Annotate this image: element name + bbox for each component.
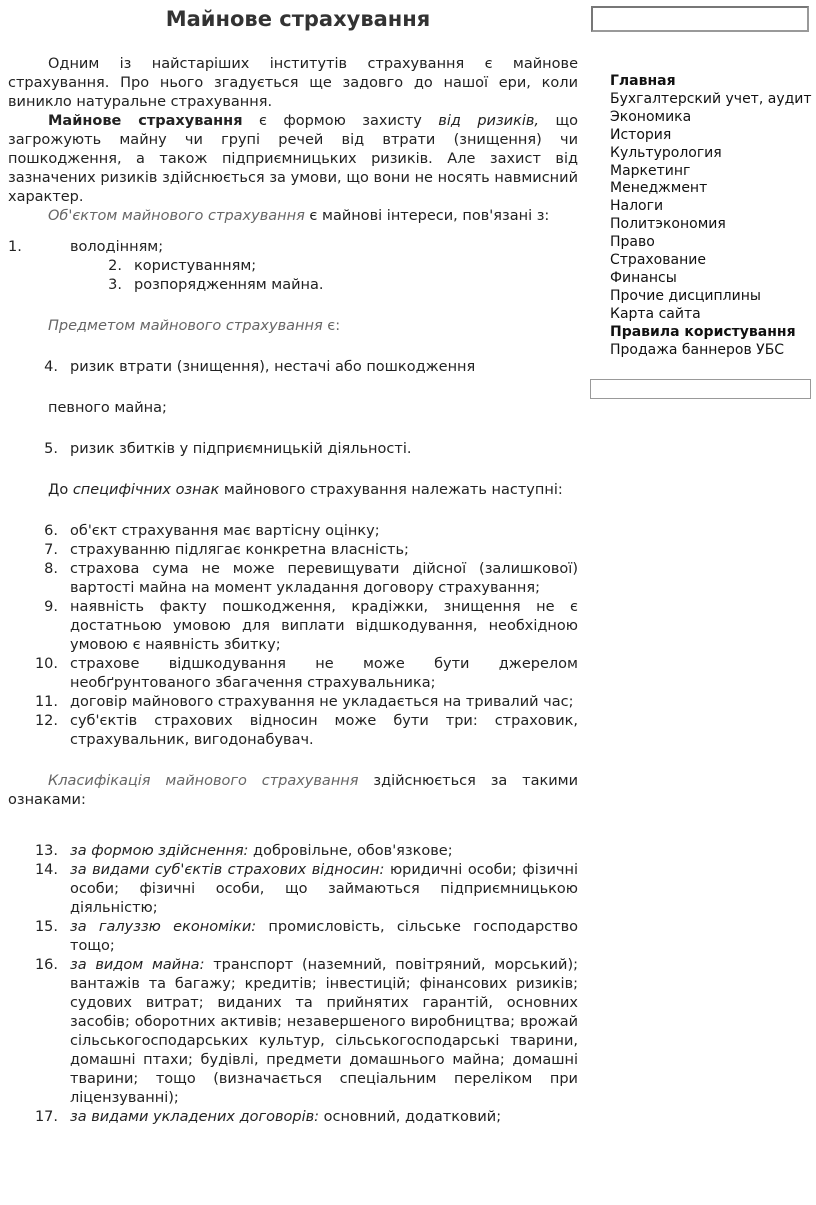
list-item: 12. суб'єктів страхових відносин може бути три: страховик, страхувальник, вигодонабувач.	[34, 713, 578, 748]
page-title: Майнове страхування	[165, 7, 431, 31]
sidebar-item-history[interactable]: История	[610, 126, 672, 143]
sidebar-item-banners[interactable]: Продажа баннеров УБС	[610, 341, 785, 358]
paragraph-subject: Предметом майнового страхування є:	[48, 318, 341, 334]
sidebar-item-management[interactable]: Менеджмент	[610, 180, 708, 197]
list-item: 14. за видами суб'єктів страхових відносин: юридичні особи; фізичні особи; фізичні особи, що займаються підприємницькою діяльністю;	[34, 862, 578, 916]
paragraph-classification: Класифікація майнового страхування здійснюється за такими ознаками:	[8, 773, 578, 808]
paragraph-features: До специфічних ознак майнового страхування належать наступні:	[48, 482, 563, 498]
sidebar-item-political-economy[interactable]: Политэкономия	[610, 216, 726, 233]
list-item: 15. за галуззю економіки: промисловість, сільське господарство тощо;	[34, 919, 578, 954]
list-classification	[8, 842, 578, 1127]
list-item: 6. об'єкт страхування має вартісну оцінку;	[44, 523, 380, 539]
list-objects	[8, 238, 578, 295]
list-item: 5. ризик збитків у підприємницькій діяльності.	[44, 441, 412, 457]
sidebar-item-marketing[interactable]: Маркетинг	[610, 162, 691, 179]
sidebar-item-sitemap[interactable]: Карта сайта	[610, 305, 701, 322]
list-item: 13. за формою здійснення: добровільне, обов'язкове;	[34, 843, 453, 859]
paragraph-definition: Майнове страхування є формою захисту від ризиків, що загрожують майну чи групі речей від втрати (знищення) чи пошкодження, а також підприємницьких ризиків. Але захист від зазначених ризиків здійснюється за умови, що вони не носять навмисний характер.	[8, 113, 579, 205]
list-item: 3. розпорядженням майна.	[108, 277, 324, 293]
sidebar-item-economics[interactable]: Экономика	[610, 108, 692, 125]
sidebar-item-law[interactable]: Право	[610, 234, 655, 251]
list-item: 7. страхуванню підлягає конкретна власність;	[44, 542, 409, 558]
sidebar-item-rules[interactable]: Правила користування	[610, 323, 796, 340]
sidebar-item-finance[interactable]: Финансы	[610, 269, 677, 286]
paragraph-object: Об'єктом майнового страхування є майнові інтереси, пов'язані з:	[48, 208, 550, 224]
bottom-input[interactable]	[590, 379, 811, 399]
article	[8, 0, 578, 1127]
list-item: 10. страхове відшкодування не може бути джерелом необґрунтованого збагачення страхувальника;	[34, 656, 578, 691]
term-bold: Майнове страхування	[48, 113, 243, 129]
list-item: 1. володінням;	[8, 239, 164, 255]
list-item: 2. користуванням;	[108, 258, 257, 274]
sidebar-menu	[610, 73, 812, 360]
sidebar-item-home[interactable]: Главная	[610, 73, 676, 89]
paragraph-property: певного майна;	[48, 400, 167, 416]
sidebar-item-other[interactable]: Прочие дисциплины	[610, 287, 761, 304]
list-item: 4. ризик втрати (знищення), нестачі або пошкодження	[44, 359, 476, 375]
list-features	[8, 522, 578, 750]
list-item: 8. страхова сума не може перевищувати дійсної (залишкової) вартості майна на момент укладання договору страхування;	[44, 561, 578, 596]
list-item: 9. наявність факту пошкодження, крадіжки, знищення не є достатньою умовою для виплати відшкодування, необхідною умовою є наявність збитку;	[44, 599, 578, 653]
list-item: 16. за видом майна: транспорт (наземний, повітряний, морський); вантажів та багажу; кредитів; інвестицій; фінансових ризиків; судових витрат; виданих та прийнятих гарантій, основних засобів; оборотних активів; незавершеного виробництва; врожай сільськогосподарських культур, сільськогосподарські тварини, домашні птахи; будівлі, предмети домашнього майна; домашні тварини; тощо (визначається спеціальним переліком при ліцензуванні);	[34, 957, 578, 1106]
sidebar-item-insurance[interactable]: Страхование	[610, 252, 706, 269]
paragraph-intro: Одним із найстаріших інститутів страхування є майнове страхування. Про нього згадується ще задовго до нашої ери, коли виникло натуральне страхування.	[8, 56, 578, 110]
search-input[interactable]	[591, 6, 809, 32]
list-item: 17. за видами укладених договорів: основний, додатковий;	[34, 1109, 502, 1125]
sidebar-item-culturology[interactable]: Культурология	[610, 144, 722, 161]
sidebar-item-taxes[interactable]: Налоги	[610, 198, 664, 215]
sidebar-item-accounting[interactable]: Бухгалтерский учет, аудит	[610, 90, 812, 107]
list-item: 11. договір майнового страхування не укладається на тривалий час;	[34, 694, 574, 710]
